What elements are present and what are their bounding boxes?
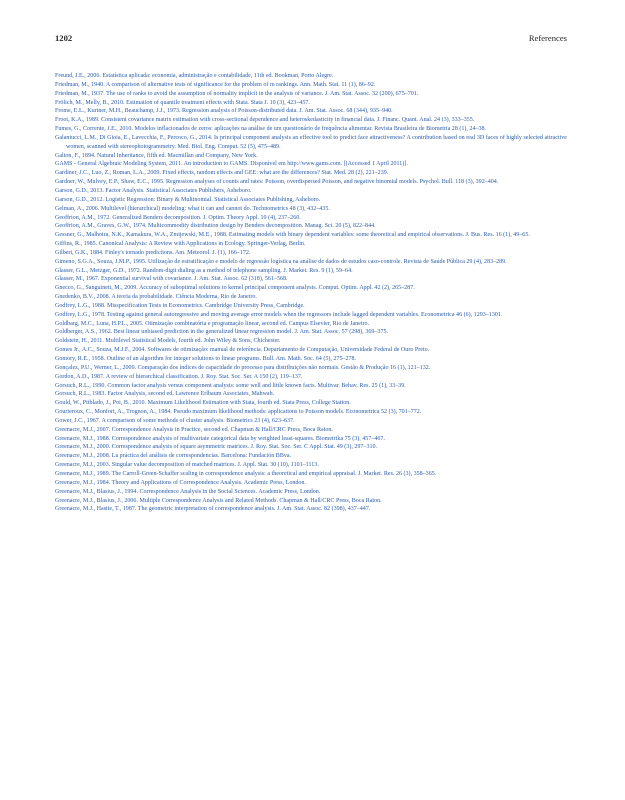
reference-entry[interactable] xyxy=(55,125,567,134)
reference-text[interactable]: Gardiner, J.C., Luo, Z., Roman, L.A., 2009. Fixed effects, random effects and GEE: what are the differences? Stat. Med. 28 (2), 221–239. xyxy=(55,170,389,177)
reference-entry[interactable] xyxy=(55,328,567,337)
reference-entry[interactable] xyxy=(55,284,567,293)
reference-entry[interactable] xyxy=(55,116,567,125)
reference-text[interactable]: Gardner, W., Mulvey, E.P., Shaw, E.C., 1995. Regression analyses of counts and rates: Poisson, overdispersed Poisson, and negative binomial models. Psychol. Bull. 118 (3), 392–404. xyxy=(55,179,499,186)
reference-text[interactable]: Gorsuch, R.L., 1983. Factor Analysis, second ed. Lawrence Erlbaum Associates, Mahwah. xyxy=(55,391,275,398)
reference-entry[interactable] xyxy=(55,488,567,497)
reference-text[interactable]: Gonçalez, P.U., Werner, L., 2009. Comparação dos índices de capacidade do processo para distribuições não normais. Gestão & Produção 16 (1), 121–132. xyxy=(55,364,431,371)
reference-text[interactable]: Greenacre, M.J., Blasius, J., 1994. Correspondence Analysis in the Social Sciences. Academic Press, London. xyxy=(55,488,321,495)
reference-text[interactable]: Galantucci, L.M., Di Gioia, E., Lavecchia, F., Percoco, G., 2014. Is principal component analysis an effective tool to predict face attractiveness? A contribution based on real 3D faces of highly selected attractive women, scanned with stereophotogrammetry. Med. Biol. Eng. Comput. 52 (5), 475–489. xyxy=(55,134,567,150)
reference-text[interactable]: Greenacre, M.J., 1984. Theory and Applications of Correspondence Analysis. Academic Press, London. xyxy=(55,479,306,486)
reference-list xyxy=(55,72,567,514)
reference-entry[interactable] xyxy=(55,470,567,479)
reference-text[interactable]: Goldstein, H., 2011. Multilevel Statistical Models, fourth ed. John Wiley & Sons, Chichester. xyxy=(55,338,281,345)
reference-entry[interactable] xyxy=(55,240,567,249)
reference-text[interactable]: Garson, G.D., 2013. Factor Analysis. Statistical Associates Publishers, Asheboro. xyxy=(55,187,252,194)
reference-entry[interactable] xyxy=(55,205,567,214)
page-header xyxy=(55,33,567,47)
reference-entry[interactable] xyxy=(55,302,567,311)
reference-entry[interactable] xyxy=(55,346,567,355)
reference-entry[interactable] xyxy=(55,169,567,178)
reference-entry[interactable] xyxy=(55,311,567,320)
reference-text[interactable]: Froot, K.A., 1989. Consistent covariance matrix estimation with cross-sectional dependence and heteroskedasticity in financial data. J. Financ. Quant. Anal. 24 (3), 333–355. xyxy=(55,117,475,124)
reference-entry[interactable] xyxy=(55,267,567,276)
reference-entry[interactable] xyxy=(55,497,567,506)
reference-entry[interactable] xyxy=(55,72,567,81)
reference-text[interactable]: GAMS - General Algebraic Modeling System, 2011. An introduction to GAMS. Disponível em http://www.gams.com. [(Accessed 1 April 2011)]. xyxy=(55,161,408,168)
reference-text[interactable]: Greenacre, M.J., 2000. Correspondence analysis of square asymmetric matrices. J. Roy. Stat. Soc. Ser. C Appl. Stat. 49 (3), 297–310. xyxy=(55,444,378,451)
reference-text[interactable]: Gilbert, G.K., 1884. Finley's tornado predictions. Am. Meteorol. J. (1), 166–172. xyxy=(55,249,251,256)
reference-text[interactable]: Frölich, M., Melly, B., 2010. Estimation of quantile treatment effects with Stata. Stata J. 10 (3), 423–457. xyxy=(55,99,310,106)
reference-entry[interactable] xyxy=(55,90,567,99)
reference-entry[interactable] xyxy=(55,417,567,426)
reference-text[interactable]: Greenacre, M.J., Hastie, T., 1987. The geometric interpretation of correspondence analysis. J. Am. Stat. Assoc. 82 (398), 437–447. xyxy=(55,506,371,513)
reference-text[interactable]: Goldberger, A.S., 1962. Best linear unbiased prediction in the generalized linear regression model. J. Am. Stat. Assoc. 57 (298), 369–375. xyxy=(55,329,389,336)
reference-entry[interactable] xyxy=(55,373,567,382)
reference-entry[interactable] xyxy=(55,249,567,258)
reference-text[interactable]: Fumes, G., Corrente, J.E., 2010. Modelos inflacionados de zeros: aplicações na análise de um questionário de frequência alimentar. Revista Brasileira de Biometria 28 (1), 24–38. xyxy=(55,126,487,133)
reference-entry[interactable] xyxy=(55,231,567,240)
reference-text[interactable]: Gelman, A., 2006. Multilevel (hierarchical) modeling: what it can and cannot do. Technometrics 48 (3), 432–435. xyxy=(55,205,330,212)
reference-text[interactable]: Gessner, G., Malhotra, N.K., Kamakura, W.A., Zmijewski, M.E., 1988. Estimating models with binary dependent variables: some theoretical and empirical observations. J. Bus. Res. 16 (1), 49–65. xyxy=(55,232,530,239)
reference-text[interactable]: Gower, J.C., 1967. A comparison of some methods of cluster analysis. Biometrics 23 (4), 623–637. xyxy=(55,417,295,424)
reference-entry[interactable] xyxy=(55,408,567,417)
reference-text[interactable]: Friedman, M., 1940. A comparison of alternative tests of significance for the problem of m rankings. Ann. Math. Stat. 11 (1), 86–92. xyxy=(55,81,376,88)
reference-entry[interactable] xyxy=(55,435,567,444)
reference-entry[interactable] xyxy=(55,479,567,488)
reference-entry[interactable] xyxy=(55,99,567,108)
reference-text[interactable]: Friedman, M., 1937. The use of ranks to avoid the assumption of normality implicit in the analysis of variance. J. Am. Stat. Assoc. 32 (200), 675–701. xyxy=(55,90,419,97)
reference-entry[interactable] xyxy=(55,320,567,329)
reference-text[interactable]: Greenacre, M.J., Blasius, J., 2006. Multiple Correspondence Analysis and Related Methods. Chapman & Hall/CRC Press, Boca Raton. xyxy=(55,497,382,504)
reference-text[interactable]: Greenacre, M.J., 1988. Correspondence analysis of multivariate categorical data by weighted least-squares. Biometrika 75 (3), 457–467. xyxy=(55,435,385,442)
reference-entry[interactable] xyxy=(55,505,567,514)
reference-text[interactable]: Godfrey, L.G., 1988. Misspecification Tests in Econometrics. Cambridge University Press, Cambridge. xyxy=(55,302,305,309)
reference-entry[interactable] xyxy=(55,443,567,452)
reference-entry[interactable] xyxy=(55,275,567,284)
reference-entry[interactable] xyxy=(55,461,567,470)
reference-text[interactable]: Gnedenko, B.V., 2008. A teoria da probabilidade. Ciência Moderna, Rio de Janeiro. xyxy=(55,294,257,301)
reference-text[interactable]: Gorsuch, R.L., 1990. Common factor analysis versus component analysis: some well and little known facts. Multivar. Behav. Res. 25 (1), 33–39. xyxy=(55,382,406,389)
reference-entry[interactable] xyxy=(55,426,567,435)
reference-text[interactable]: Frome, E.L., Kurtner, M.H., Beauchamp, J.J., 1973. Regression analysis of Poisson-distributed data. J. Am. Stat. Assoc. 68 (344), 935–940. xyxy=(55,108,393,115)
reference-text[interactable]: Gimeno, S.G.A., Souza, J.M.P., 1995. Utilização de estratificação e modelo de regressão logística na análise de dados de estudos caso-controle. Revista de Saúde Pública 29 (4), 283–289. xyxy=(55,258,507,265)
reference-entry[interactable] xyxy=(55,293,567,302)
reference-text[interactable]: Geoffrion, A.M., 1972. Generalized Benders decomposition. J. Optim. Theory Appl. 10 (4), 237–260. xyxy=(55,214,301,221)
reference-text[interactable]: Glasser, M., 1967. Exponential survival with covariance. J. Am. Stat. Assoc. 62 (318), 561–568. xyxy=(55,276,288,283)
reference-text[interactable]: Greenacre, M.J., 2007. Correspondence Analysis in Practice, second ed. Chapman & Hall/CRC Press, Boca Raton. xyxy=(55,426,333,433)
reference-entry[interactable] xyxy=(55,452,567,461)
reference-text[interactable]: Galton, F., 1894. Natural Inheritance, fifth ed. Macmillan and Company, New York. xyxy=(55,152,258,159)
reference-text[interactable]: Greenacre, M.J., 2008. La práctica del análisis de correspondencias. Barcelona: Fundación BBva. xyxy=(55,453,292,460)
reference-text[interactable]: Gould, W., Pitblado, J., Poi, B., 2010. Maximum Likelihood Estimation with Stata, fourth ed. Stata Press, College Station. xyxy=(55,400,351,407)
reference-text[interactable]: Goldbarg, M.C., Luna, H.P.L., 2005. Otimização combinatória e programação linear, second ed. Campus Elsevier, Rio de Janeiro. xyxy=(55,320,370,327)
running-head: References xyxy=(528,33,567,43)
reference-entry[interactable] xyxy=(55,390,567,399)
reference-text[interactable]: Freund, J.E., 2006. Estatística aplicada: economia, administração e contabilidade, 11th ed. Bookman, Porto Alegre. xyxy=(55,73,334,79)
reference-text[interactable]: Garson, G.D., 2012. Logistic Regression: Binary & Multinomial. Statistical Associates Publishing, Asheboro. xyxy=(55,196,321,203)
reference-entry[interactable] xyxy=(55,196,567,205)
reference-entry[interactable] xyxy=(55,81,567,90)
reference-entry[interactable] xyxy=(55,222,567,231)
reference-entry[interactable] xyxy=(55,364,567,373)
reference-text[interactable]: Geoffrion, A.M., Graves, G.W., 1974. Multicommodity distribution design by Benders decomposition. Manag. Sci. 20 (5), 822–844. xyxy=(55,223,376,230)
reference-text[interactable]: Godfrey, L.G., 1978. Testing against general autoregressive and moving average error models when the regressors include lagged dependent variables. Econometrica 46 (6), 1293–1301. xyxy=(55,311,503,318)
reference-entry[interactable] xyxy=(55,337,567,346)
reference-entry[interactable] xyxy=(55,178,567,187)
reference-entry[interactable] xyxy=(55,258,567,267)
reference-entry[interactable] xyxy=(55,152,567,161)
page-number: 1202 xyxy=(55,33,73,43)
reference-text[interactable]: Gomory, R.E., 1958. Outline of an algorithm for integer solutions to linear programs. Bull. Am. Math. Soc. 64 (5), 275–278. xyxy=(55,356,357,362)
reference-text[interactable]: Giffins, R., 1985. Canonical Analysis: A Review with Applications in Ecology. Springer-Verlag, Berlin. xyxy=(55,241,306,248)
reference-text[interactable]: Gnecco, G., Sanguineti, M., 2009. Accuracy of suboptimal solutions to kernel principal component analysis. Comput. Optim. Appl. 42 (2), 265–287. xyxy=(55,285,415,292)
reference-entry[interactable] xyxy=(55,399,567,408)
reference-text[interactable]: Gourieroux, C., Monfort, A., Trognon, A., 1984. Pseudo maximum likelihood methods: applications to Poisson models. Econometrica 52 (3), 701–772. xyxy=(55,409,422,416)
reference-text[interactable]: Gordon, A.D., 1987. A review of hierarchical classification. J. Roy. Stat. Soc. Ser. A 150 (2), 119–137. xyxy=(55,373,303,380)
reference-entry[interactable] xyxy=(55,187,567,196)
reference-entry[interactable] xyxy=(55,382,567,391)
reference-text[interactable]: Greenacre, M.J., 1989. The Carroll-Green-Schaffer scaling in correspondence analysis: a theoretical and empirical appraisal. J. Market. Res. 26 (3), 358–365. xyxy=(55,470,437,477)
reference-entry[interactable] xyxy=(55,355,567,364)
reference-entry[interactable] xyxy=(55,134,567,152)
reference-entry[interactable] xyxy=(55,160,567,169)
reference-entry[interactable] xyxy=(55,214,567,223)
reference-text[interactable]: Gomes Jr., A.C., Souza, M.J.F., 2004. Softwares de otimização: manual de referência. Departamento de Computação, Universidade Federal de Ouro Preto. xyxy=(55,347,430,354)
reference-text[interactable]: Glasser, G.L., Metzger, G.D., 1972. Random-digit dialing as a method of telephone sampling. J. Market. Res. 9 (1), 59–64. xyxy=(55,267,353,274)
reference-entry[interactable] xyxy=(55,107,567,116)
reference-text[interactable]: Greenacre, M.J., 2003. Singular value decomposition of matched matrices. J. Appl. Stat. 30 (10), 1101–1113. xyxy=(55,462,319,469)
